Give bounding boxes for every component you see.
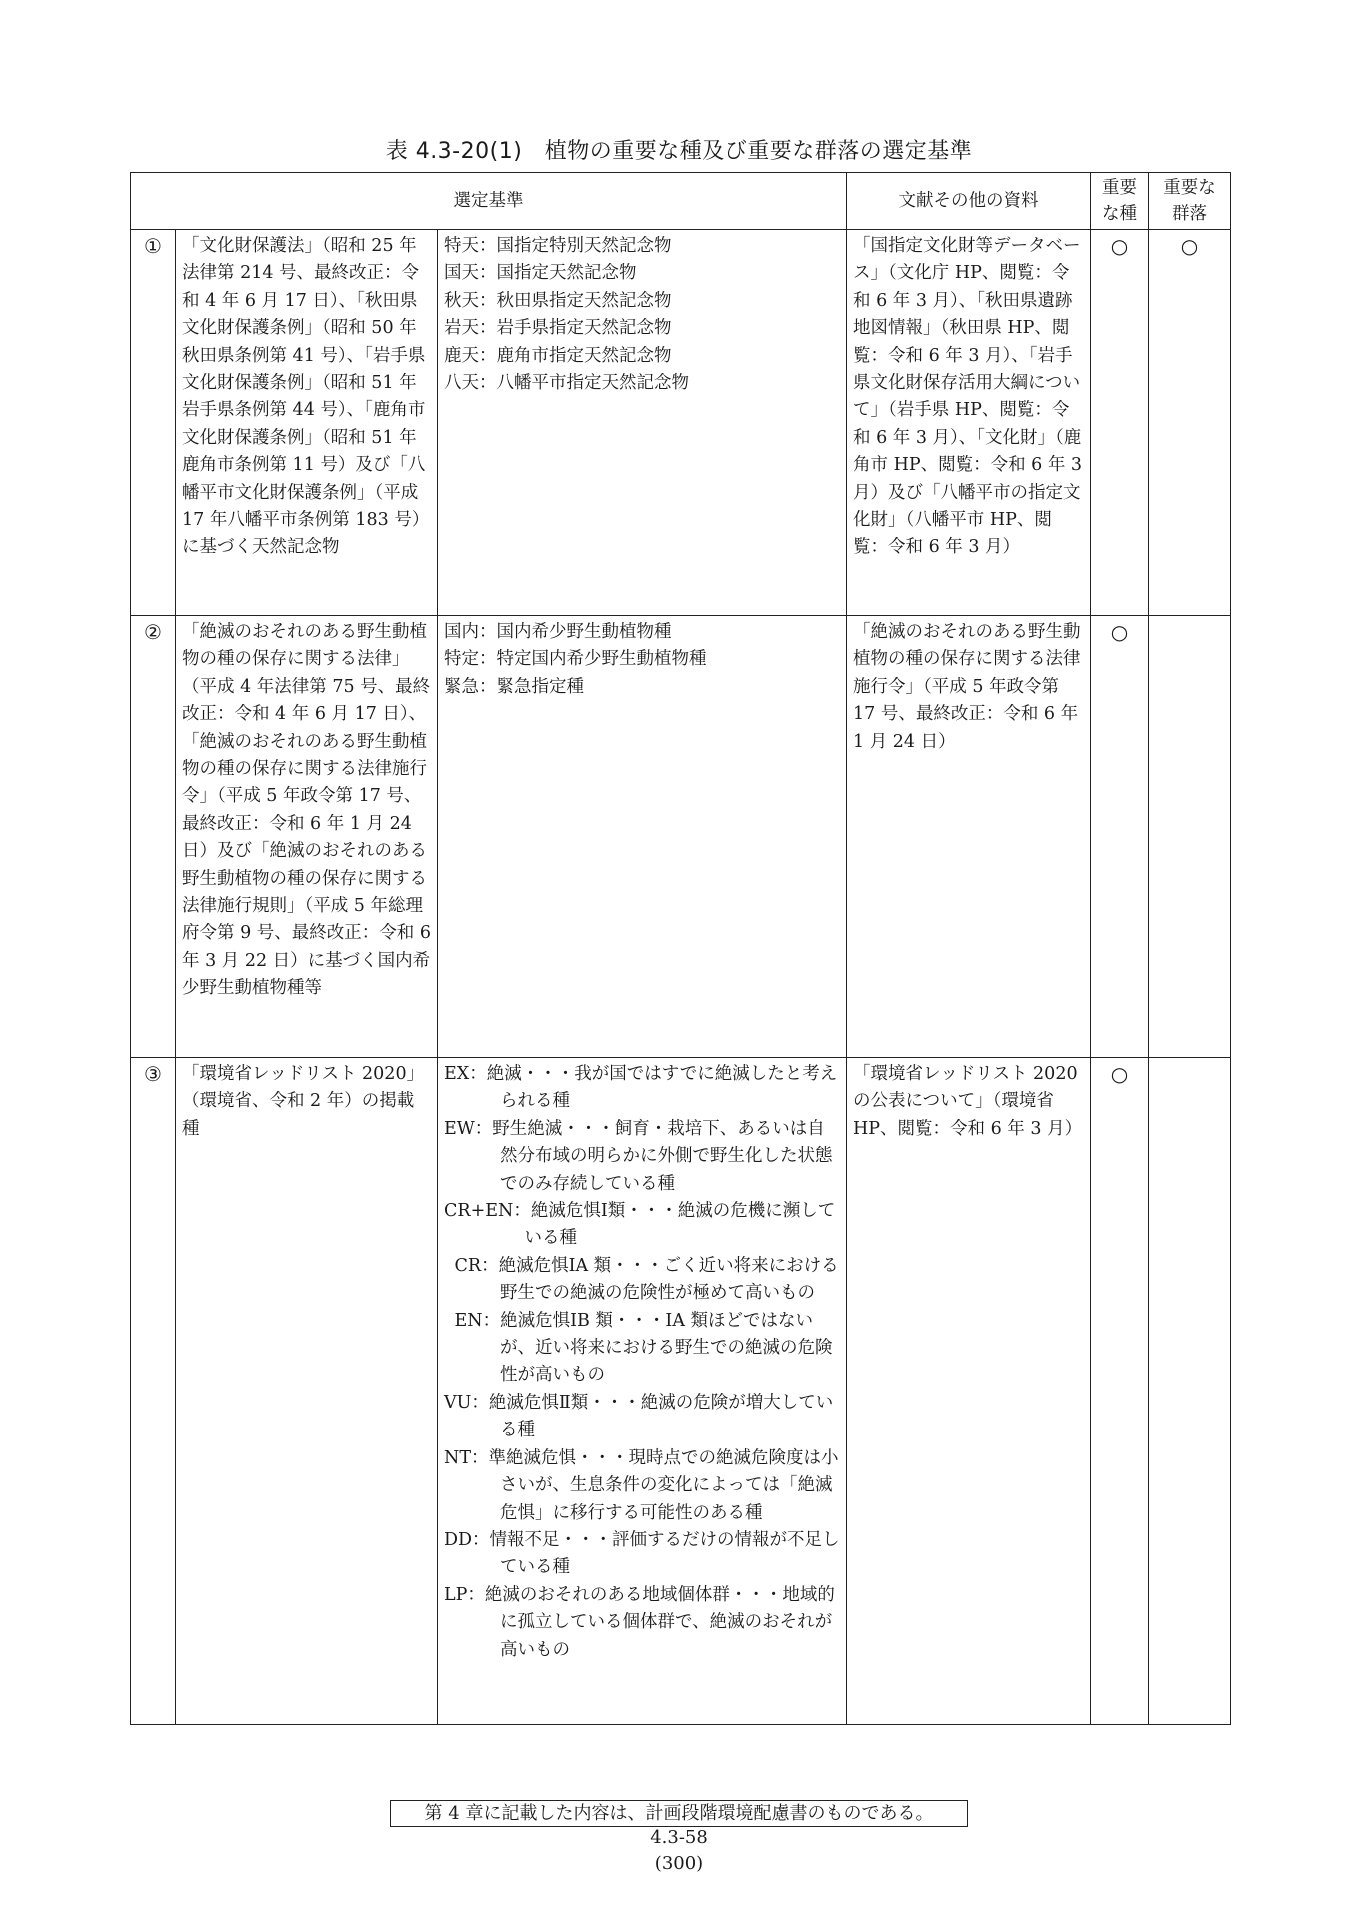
category-item: 八天：八幡平市指定天然記念物 [444,373,689,394]
law-basis: 「文化財保護法」（昭和 25 年法律第 214 号、最終改正：令和 4 年 6 月 17 日）、「秋田県文化財保護条例」（昭和 50 年秋田県条例第 41 号）、「岩手県文化財保護条例」（昭和 51 年岩手県条例第 44 号）、「鹿角市文化財保護条例」（昭和 51 年鹿角市条例第 11 号）及び「八幡平市文化財保護条例」（平成 17 年八幡平市条例第 183 号）に基づく天然記念物 [176,230,438,616]
source-reference: 「国指定文化財等データベース」（文化庁 HP、閲覧：令和 6 年 3 月）、「秋田県遺跡地図情報」（秋田県 HP、閲覧：令和 6 年 3 月）、「岩手県文化財保存活用大綱について」（岩手県 HP、閲覧：令和 6 年 3 月）、「文化財」（鹿角市 HP、閲覧：令和 6 年 3 月）及び「八幡平市の指定文化財」（八幡平市 HP、閲覧：令和 6 年 3 月） [847,230,1091,616]
category-list [438,1058,847,1725]
row-number: ② [131,616,176,1058]
community-mark [1149,616,1231,1058]
table-row [131,616,1231,1058]
law-basis: 「絶滅のおそれのある野生動植物の種の保存に関する法律」（平成 4 年法律第 75 号、最終改正：令和 4 年 6 月 17 日）、「絶滅のおそれのある野生動植物の種の保存に関する法律施行令」（平成 5 年政令第 17 号、最終改正：令和 6 年 1 月 24 日）及び「絶滅のおそれのある野生動植物の種の保存に関する法律施行規則」（平成 5 年総理府令第 9 号、最終改正：令和 6 年 3 月 22 日）に基づく国内希少野生動植物種等 [176,616,438,1058]
category-item: EN：絶滅危惧ⅠB 類・・・ⅠA 類ほどではないが、近い将来における野生での絶滅の危険性が高いもの [454,1310,833,1386]
category-item: 岩天：岩手県指定天然記念物 [444,318,672,339]
category-item: 国内：国内希少野生動植物種 [444,622,672,642]
category-list [438,616,847,1058]
category-item: NT：準絶滅危惧・・・現時点での絶滅危険度は小さいが、生息条件の変化によっては「絶滅危惧」に移行する可能性のある種 [444,1447,839,1523]
species-mark: ○ [1091,230,1149,616]
category-item: CR+EN：絶滅危惧Ⅰ類・・・絶滅の危機に瀕している種 [444,1201,836,1249]
header-community: 重要な 群落 [1149,173,1231,230]
species-mark: ○ [1091,616,1149,1058]
category-item: EW：野生絶滅・・・飼育・栽培下、あるいは自然分布域の明らかに外側で野生化した状態でのみ存続している種 [444,1118,833,1194]
header-species: 重要 な種 [1091,173,1149,230]
table-title: 表 4.3-20(1) 植物の重要な種及び重要な群落の選定基準 [385,139,973,164]
category-item: DD：情報不足・・・評価するだけの情報が不足している種 [444,1529,840,1578]
category-item: 鹿天：鹿角市指定天然記念物 [444,345,672,366]
category-item: 国天：国指定天然記念物 [444,263,637,284]
category-item: LP：絶滅のおそれのある地域個体群・・・地域的に孤立している個体群で、絶滅のおそれが高いもの [444,1584,835,1660]
table-row [131,1058,1231,1725]
category-list [438,230,847,616]
page-number: 4.3-58 [650,1827,708,1848]
category-item: 特定：特定国内希少野生動植物種 [444,649,707,670]
community-mark [1149,1058,1231,1725]
row-number: ① [131,230,176,616]
source-reference: 「絶滅のおそれのある野生動植物の種の保存に関する法律施行令」（平成 5 年政令第 17 号、最終改正：令和 6 年 1 月 24 日） [847,616,1091,1058]
category-item: EX：絶滅・・・我が国ではすでに絶滅したと考えられる種 [444,1064,838,1112]
selection-criteria-table [130,172,1231,1725]
source-reference: 「環境省レッドリスト 2020 の公表について」（環境省 HP、閲覧：令和 6 年 3 月） [847,1058,1091,1725]
page-total-number: (300) [654,1853,704,1874]
footer-note: 第 4 章に記載した内容は、計画段階環境配慮書のものである。 [390,1800,968,1827]
community-mark: ○ [1149,230,1231,616]
header-sources: 文献その他の資料 [847,173,1091,230]
category-item: VU：絶滅危惧Ⅱ類・・・絶滅の危険が増大している種 [444,1392,834,1441]
category-item: 秋天：秋田県指定天然記念物 [444,290,672,311]
category-item: 緊急：緊急指定種 [444,676,584,697]
category-item: CR：絶滅危惧ⅠA 類・・・ごく近い将来における野生での絶滅の危険性が極めて高いもの [454,1255,839,1304]
row-number: ③ [131,1058,176,1725]
header-row [131,173,1231,230]
table-row [131,230,1231,616]
law-basis: 「環境省レッドリスト 2020」（環境省、令和 2 年）の掲載種 [176,1058,438,1725]
header-criteria: 選定基準 [131,173,847,230]
species-mark: ○ [1091,1058,1149,1725]
category-item: 特天：国指定特別天然記念物 [444,236,672,256]
